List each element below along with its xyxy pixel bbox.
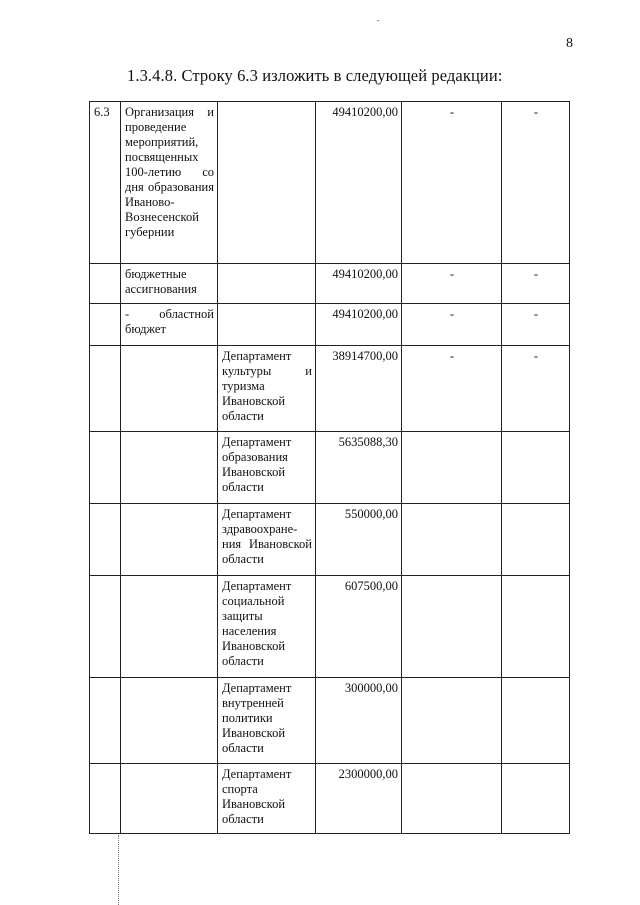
row-code xyxy=(90,432,121,504)
year-2-value xyxy=(402,576,502,678)
year-3-value: - xyxy=(502,304,570,346)
executor: Департамент спорта Ивановской области xyxy=(218,764,316,834)
year-3-value xyxy=(502,504,570,576)
table-row xyxy=(90,678,570,764)
amount: 607500,00 xyxy=(316,576,402,678)
page-heading: 1.3.4.8. Строку 6.3 изложить в следующей редакции: xyxy=(127,66,503,85)
year-2-value: - xyxy=(402,346,502,432)
year-2-value xyxy=(402,764,502,834)
executor: Департамент образования Ивановской области xyxy=(218,432,316,504)
row-code xyxy=(90,764,121,834)
row-code: 6.3 xyxy=(90,102,121,264)
amount: 5635088,30 xyxy=(316,432,402,504)
year-3-value xyxy=(502,678,570,764)
executor: Департамент здравоохране-ния Ивановской области xyxy=(218,504,316,576)
year-3-value: - xyxy=(502,346,570,432)
event-name xyxy=(121,504,218,576)
event-name xyxy=(121,346,218,432)
scan-mark xyxy=(377,20,379,21)
year-3-value xyxy=(502,576,570,678)
event-name: - областной бюджет xyxy=(121,304,218,346)
row-code xyxy=(90,346,121,432)
year-2-value xyxy=(402,432,502,504)
amount: 49410200,00 xyxy=(316,304,402,346)
executor: Департамент социальной защиты населения Ивановской области xyxy=(218,576,316,678)
row-code xyxy=(90,264,121,304)
event-name xyxy=(121,432,218,504)
year-2-value: - xyxy=(402,264,502,304)
year-2-value: - xyxy=(402,304,502,346)
table-row xyxy=(90,576,570,678)
amount: 38914700,00 xyxy=(316,346,402,432)
amount: 2300000,00 xyxy=(316,764,402,834)
year-3-value xyxy=(502,764,570,834)
table-row xyxy=(90,102,570,264)
amount: 300000,00 xyxy=(316,678,402,764)
table-row xyxy=(90,432,570,504)
event-name xyxy=(121,764,218,834)
amount: 49410200,00 xyxy=(316,264,402,304)
event-name: Организация и проведение мероприятий, посвященных 100-летию со дня образования Иваново-Вознесенской губернии xyxy=(121,102,218,264)
page-number: 8 xyxy=(566,36,573,51)
executor xyxy=(218,102,316,264)
scan-margin-line xyxy=(118,835,119,905)
table-row xyxy=(90,764,570,834)
year-3-value xyxy=(502,432,570,504)
row-code xyxy=(90,678,121,764)
amount: 550000,00 xyxy=(316,504,402,576)
year-3-value: - xyxy=(502,264,570,304)
budget-table xyxy=(89,101,570,834)
event-name xyxy=(121,576,218,678)
event-name xyxy=(121,678,218,764)
table-row xyxy=(90,304,570,346)
amount: 49410200,00 xyxy=(316,102,402,264)
executor: Департамент культуры и туризма Ивановской области xyxy=(218,346,316,432)
table-row xyxy=(90,346,570,432)
year-3-value: - xyxy=(502,102,570,264)
executor: Департамент внутренней политики Ивановской области xyxy=(218,678,316,764)
event-name: бюджетные ассигнования xyxy=(121,264,218,304)
year-2-value xyxy=(402,678,502,764)
table-row xyxy=(90,504,570,576)
year-2-value xyxy=(402,504,502,576)
year-2-value: - xyxy=(402,102,502,264)
row-code xyxy=(90,304,121,346)
executor xyxy=(218,264,316,304)
row-code xyxy=(90,504,121,576)
table-row xyxy=(90,264,570,304)
row-code xyxy=(90,576,121,678)
executor xyxy=(218,304,316,346)
